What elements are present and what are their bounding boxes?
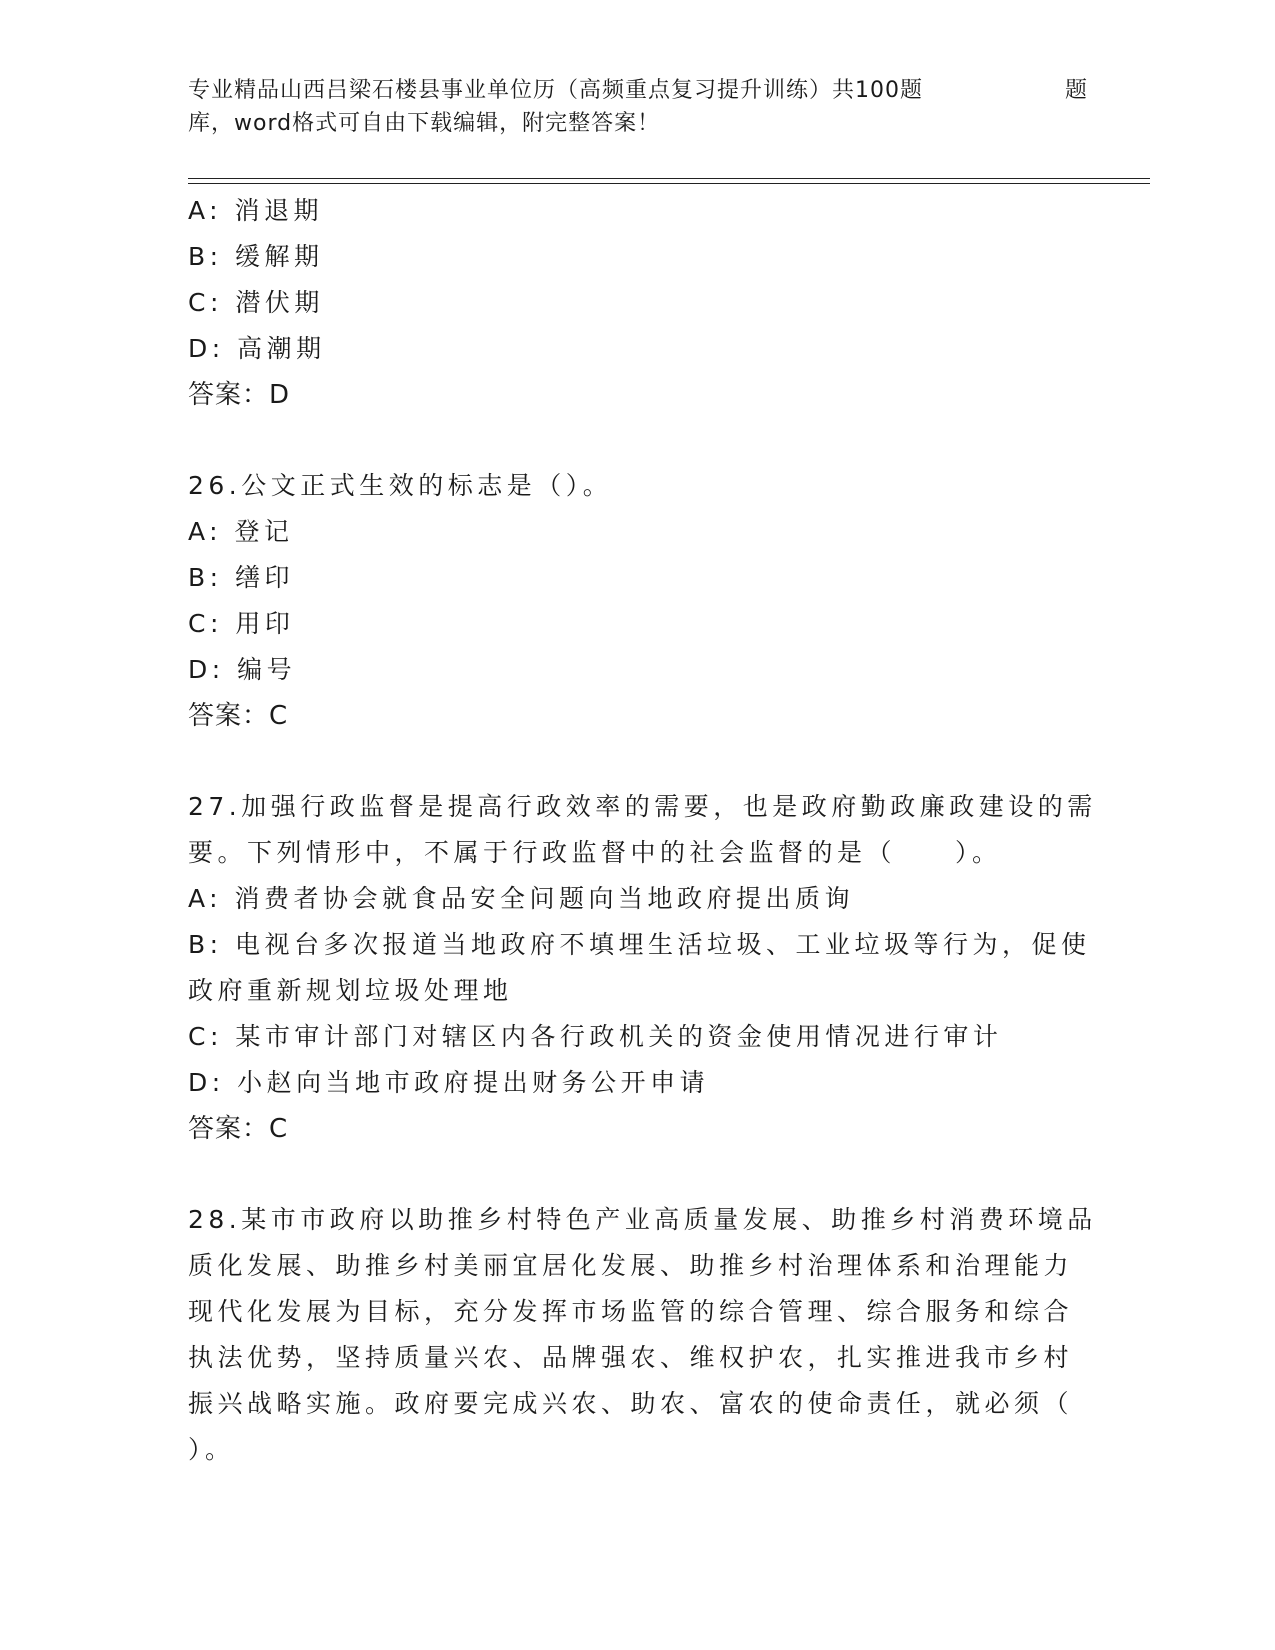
header-line-1	[188, 74, 1088, 107]
question-25	[188, 188, 1068, 418]
option-a: A: 登记	[188, 517, 294, 546]
document-header	[188, 74, 1088, 140]
header-divider-bottom	[188, 183, 1150, 184]
option-b-line-1: B: 电视台多次报道当地政府不填埋生活垃圾、工业垃圾等行为，促使	[188, 930, 1091, 959]
header-line-2: 库，word格式可自由下载编辑，附完整答案！	[188, 111, 661, 136]
question-stem-line: 执法优势，坚持质量兴农、品牌强农、维权护农，扎实推进我市乡村	[188, 1343, 1074, 1372]
option-a: A: 消退期	[188, 196, 324, 225]
option-d: D: 编号	[188, 655, 297, 684]
question-stem: 26.公文正式生效的标志是（）。	[188, 471, 613, 500]
question-stem-line: ）。	[188, 1435, 235, 1464]
option-b: B: 缮印	[188, 563, 295, 592]
header-title-tail: 题	[1064, 78, 1088, 103]
header-divider-top	[188, 178, 1150, 179]
option-d: D: 小赵向当地市政府提出财务公开申请	[188, 1068, 710, 1097]
option-c: C: 用印	[188, 609, 295, 638]
question-stem-line: 振兴战略实施。政府要完成兴农、助农、富农的使命责任，就必须（	[188, 1389, 1074, 1418]
question-content	[188, 188, 1097, 1473]
option-a: A: 消费者协会就食品安全问题向当地政府提出质询	[188, 884, 855, 913]
answer: 答案：D	[188, 380, 291, 410]
question-28	[188, 1197, 1097, 1473]
question-stem-line: 现代化发展为目标，充分发挥市场监管的综合管理、综合服务和综合	[188, 1297, 1074, 1326]
answer: 答案：C	[188, 1114, 289, 1144]
question-stem-line-1: 27.加强行政监督是提高行政效率的需要，也是政府勤政廉政建设的需	[188, 792, 1097, 821]
question-26	[188, 463, 1068, 739]
question-stem-line: 28.某市市政府以助推乡村特色产业高质量发展、助推乡村消费环境品	[188, 1205, 1097, 1234]
answer: 答案：C	[188, 701, 289, 731]
question-stem-line: 质化发展、助推乡村美丽宜居化发展、助推乡村治理体系和治理能力	[188, 1251, 1074, 1280]
question-stem-line-2: 要。下列情形中，不属于行政监督中的社会监督的是（ ）。	[188, 838, 1002, 867]
option-d: D: 高潮期	[188, 334, 326, 363]
header-title: 专业精品山西吕梁石楼县事业单位历（高频重点复习提升训练）共100题	[188, 78, 923, 103]
question-27	[188, 784, 1097, 1152]
option-c: C: 潜伏期	[188, 288, 324, 317]
option-b: B: 缓解期	[188, 242, 324, 271]
option-b-line-2: 政府重新规划垃圾处理地	[188, 976, 513, 1005]
option-c: C: 某市审计部门对辖区内各行政机关的资金使用情况进行审计	[188, 1022, 1003, 1051]
